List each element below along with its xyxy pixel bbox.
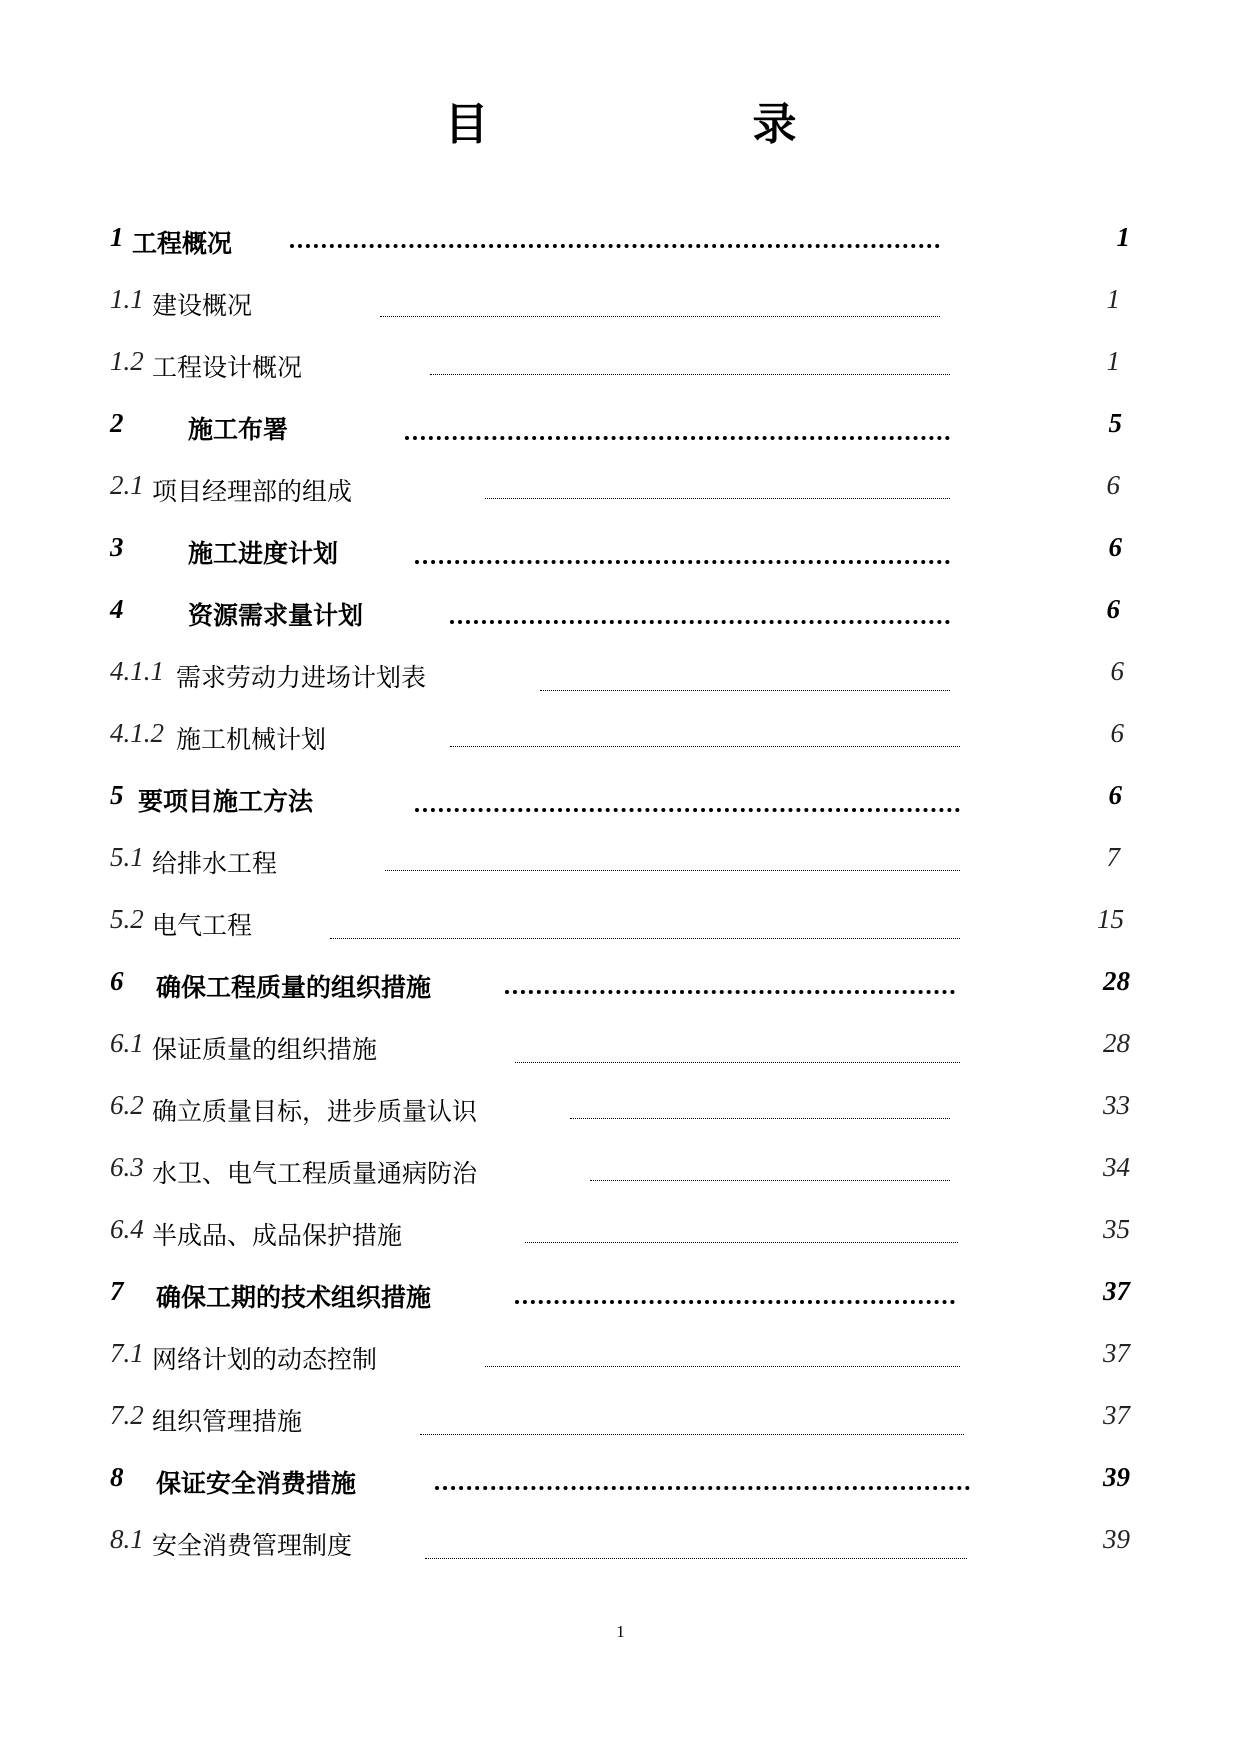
toc-entry-number: 6.4 [110,1214,144,1244]
toc-entry[interactable] [110,1276,1130,1316]
toc-entry[interactable] [110,532,1130,572]
toc-entry[interactable] [110,1028,1130,1068]
toc-leader [505,990,955,994]
toc-entry-title: 确保工程质量的组织措施 [156,973,432,1002]
toc-leader [450,620,950,624]
toc-entry-title: 安全消费管理制度 [152,1531,353,1560]
toc-entry[interactable] [110,842,1130,882]
toc-leader [570,1118,950,1119]
toc-entry-number: 1 [110,222,124,252]
toc-entry-page: 6 [1106,594,1120,624]
toc-leader [540,690,950,691]
toc-leader [450,746,960,747]
toc-entry-page: 37 [1103,1338,1130,1368]
toc-entry-number: 4 [110,594,124,624]
toc-entry-number: 4.1.1 [110,656,164,686]
toc-entry-title: 工程设计概况 [152,353,303,382]
toc-entry-page: 5 [1108,408,1122,438]
toc-entry[interactable] [110,222,1130,262]
toc-leader [435,1486,970,1490]
toc-entry-title: 网络计划的动态控制 [152,1345,378,1374]
toc-leader [515,1062,960,1063]
toc-entry-number: 8.1 [110,1524,144,1554]
toc-entry-number: 2.1 [110,470,144,500]
toc-entry[interactable] [110,780,1130,820]
toc-leader [385,870,960,871]
toc-leader [405,436,950,440]
toc-entry[interactable] [110,1338,1130,1378]
toc-entry-page: 39 [1103,1462,1130,1492]
toc-entry-number: 3 [110,532,124,562]
toc-entry-number: 1.1 [110,284,144,314]
toc-entry-title: 确立质量目标，进步质量认识 [152,1097,478,1126]
toc-entry-number: 5.2 [110,904,144,934]
toc-leader [330,938,960,939]
toc-entry-page: 37 [1103,1276,1130,1306]
toc-entry-number: 6 [110,966,124,996]
toc-entry-page: 35 [1103,1214,1130,1244]
page-number: 1 [616,1622,625,1641]
page-title: 目 录 [444,99,907,150]
toc-leader [290,244,940,248]
toc-entry-page: 39 [1103,1524,1130,1554]
toc-entry-page: 28 [1103,1028,1130,1058]
toc-entry-number: 2 [110,408,124,438]
toc-entry-title: 确保工期的技术组织措施 [156,1283,432,1312]
toc-entry[interactable] [110,966,1130,1006]
toc-entry-title: 保证安全消费措施 [156,1469,357,1498]
toc-leader [415,808,960,812]
toc-entry-page: 6 [1110,718,1124,748]
toc-entry-number: 1.2 [110,346,144,376]
toc-leader [420,1434,964,1435]
toc-entry-page: 6 [1108,780,1122,810]
toc-leader [590,1180,950,1181]
toc-entry[interactable] [110,470,1130,510]
toc-entry-title: 水卫、电气工程质量通病防治 [152,1159,478,1188]
toc-entry-page: 15 [1097,904,1124,934]
toc-entry-title: 施工布署 [188,415,289,444]
toc-entry-page: 6 [1106,470,1120,500]
toc-entry-title: 项目经理部的组成 [152,477,353,506]
toc-entry-number: 4.1.2 [110,718,164,748]
toc-leader [485,498,950,499]
toc-entry-title: 给排水工程 [152,849,278,878]
toc-entry-number: 5 [110,780,124,810]
toc-entry-number: 7 [110,1276,124,1306]
toc-entry[interactable] [110,346,1130,386]
toc-entry-number: 5.1 [110,842,144,872]
toc-leader [425,1558,967,1559]
toc-entry[interactable] [110,1214,1130,1254]
toc-entry[interactable] [110,1462,1130,1502]
toc-entry-number: 6.1 [110,1028,144,1058]
toc-entry-title: 需求劳动力进场计划表 [176,663,427,692]
toc-entry-page: 6 [1110,656,1124,686]
toc-entry-number: 8 [110,1462,124,1492]
toc-entry-number: 7.2 [110,1400,144,1430]
toc-entry-title: 组织管理措施 [152,1407,303,1436]
toc-leader [515,1300,955,1304]
toc-entry-title: 资源需求量计划 [188,601,364,630]
toc-entry[interactable] [110,1400,1130,1440]
toc-entry-page: 28 [1103,966,1130,996]
toc-entry[interactable] [110,408,1130,448]
toc-entry[interactable] [110,656,1130,696]
toc-entry-page: 37 [1103,1400,1130,1430]
toc-entry-page: 1 [1106,284,1120,314]
toc-entry[interactable] [110,904,1130,944]
toc-entry-number: 6.2 [110,1090,144,1120]
toc-entry-title: 建设概况 [152,291,253,320]
toc-entry-page: 6 [1108,532,1122,562]
toc-leader [525,1242,958,1243]
toc-leader [380,316,940,317]
toc-entry[interactable] [110,284,1130,324]
toc-entry[interactable] [110,1152,1130,1192]
toc-entry[interactable] [110,594,1130,634]
toc-leader [485,1366,960,1367]
toc-entry[interactable] [110,718,1130,758]
toc-entry-page: 1 [1106,346,1120,376]
toc-entry-title: 保证质量的组织措施 [152,1035,378,1064]
toc-entry-page: 7 [1106,842,1120,872]
toc-entry-page: 1 [1116,222,1130,252]
toc-entry-title: 施工机械计划 [176,725,327,754]
toc-entry-page: 34 [1103,1152,1130,1182]
toc-entry-number: 7.1 [110,1338,144,1368]
toc-leader [415,560,950,564]
toc-entry-title: 工程概况 [132,229,233,258]
toc-entry-title: 电气工程 [152,911,253,940]
toc-entry[interactable] [110,1524,1130,1564]
toc-leader [430,374,950,375]
toc-entry[interactable] [110,1090,1130,1130]
toc-entry-page: 33 [1103,1090,1130,1120]
toc-entry-number: 6.3 [110,1152,144,1182]
toc-entry-title: 施工进度计划 [188,539,339,568]
toc-entry-title: 要项目施工方法 [138,787,314,816]
toc-entry-title: 半成品、成品保护措施 [152,1221,403,1250]
